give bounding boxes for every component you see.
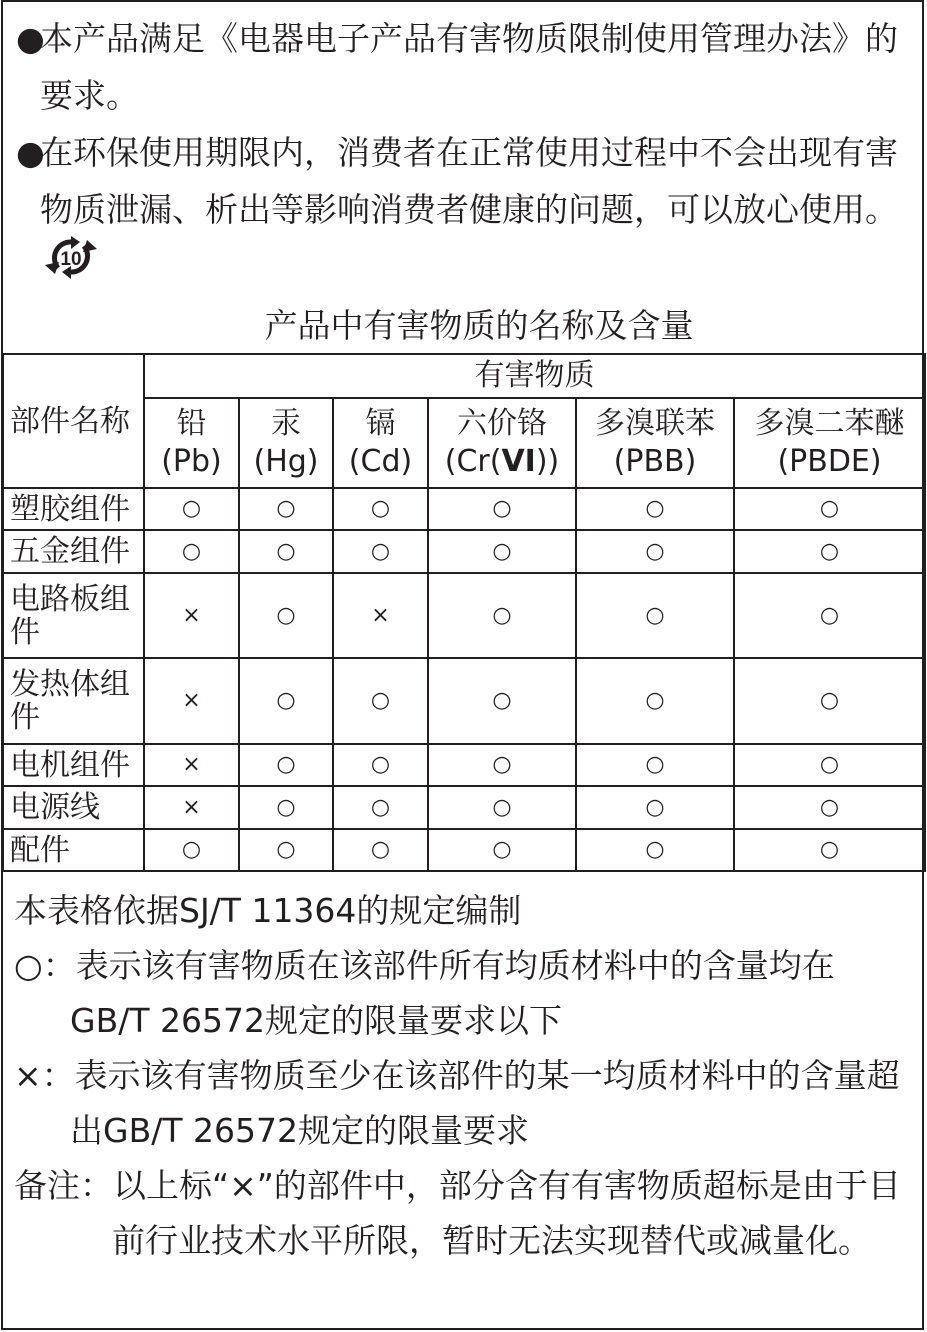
mark-cell: ○ [333, 530, 428, 573]
mark-cell: ○ [576, 829, 734, 871]
mark-cell: ○ [239, 530, 333, 573]
mark-cell: ○ [576, 573, 734, 658]
column-symbol: (Pb) [161, 444, 222, 479]
column-symbol: (Cd) [348, 444, 413, 479]
mark-cell: ○ [333, 744, 428, 786]
column-symbol: (Hg) [253, 444, 319, 479]
epup-recycle-arrows-icon [42, 234, 100, 280]
column-name: 多溴联苯 [595, 406, 715, 441]
mark-cell: ○ [239, 744, 333, 786]
intro-section [16, 10, 911, 301]
part-name: 五金组件 [3, 530, 144, 573]
note-cross-meaning: ×：表示该有害物质至少在该部件的某一均质材料中的含量超出GB/T 26572规定的限量要求 [14, 1056, 900, 1150]
intro-paragraph-2 [16, 124, 911, 301]
mark-cell: × [333, 573, 428, 658]
mark-cell: × [144, 573, 239, 658]
column-symbol: (PBB) [613, 444, 697, 479]
bullet-icon: ● [16, 19, 45, 58]
mark-cell: ○ [576, 488, 734, 530]
mark-cell: ○ [333, 488, 428, 530]
table-title: 产品中有害物质的名称及含量 [264, 306, 694, 345]
table-row [3, 573, 925, 658]
table-row [3, 829, 925, 871]
column-symbol: (PBDE) [777, 444, 882, 479]
column-symbol-valence: VI [501, 444, 536, 479]
column-header-hexavalent-chromium [428, 398, 576, 488]
column-name: 汞 [271, 406, 301, 441]
hazardous-substance-header: 有害物质 [144, 354, 925, 398]
mark-cell: ○ [576, 530, 734, 573]
bullet-icon: ● [16, 133, 45, 172]
mark-cell: ○ [428, 658, 576, 744]
column-header-pbb [576, 398, 734, 488]
column-name: 六价铬 [457, 406, 547, 441]
mark-cell: ○ [734, 573, 925, 658]
mark-cell: ○ [144, 530, 239, 573]
table-row [3, 530, 925, 573]
note-circle-meaning: ○：表示该有害物质在该部件所有均质材料中的含量均在GB/T 26572规定的限量要求以下 [14, 946, 835, 1040]
column-name: 镉 [365, 406, 396, 441]
mark-cell: ○ [576, 744, 734, 786]
mark-cell: × [144, 786, 239, 829]
mark-cell: ○ [734, 786, 925, 829]
mark-cell: ○ [428, 488, 576, 530]
mark-cell: ○ [428, 744, 576, 786]
mark-cell: ○ [239, 488, 333, 530]
mark-cell: ○ [428, 530, 576, 573]
mark-cell: ○ [333, 786, 428, 829]
note-basis: 本表格依据SJ/T 11364的规定编制 [14, 891, 522, 930]
column-symbol-prefix: (Cr( [444, 444, 502, 479]
mark-cell: ○ [239, 829, 333, 871]
mark-cell: ○ [333, 658, 428, 744]
mark-cell: ○ [144, 829, 239, 871]
mark-cell: ○ [428, 829, 576, 871]
column-header-pbde [734, 398, 925, 488]
mark-cell: × [144, 658, 239, 744]
mark-cell: ○ [239, 658, 333, 744]
notes-section [14, 883, 914, 1268]
table-header-row [3, 354, 925, 398]
mark-cell: ○ [428, 573, 576, 658]
column-header-cadmium [333, 398, 428, 488]
column-name: 铅 [176, 406, 207, 441]
epup-years: 10 [60, 249, 82, 270]
column-header-lead [144, 398, 239, 488]
mark-cell: ○ [239, 573, 333, 658]
mark-cell: ○ [576, 658, 734, 744]
mark-cell: ○ [734, 744, 925, 786]
part-name: 电路板组件 [3, 573, 144, 658]
mark-cell: ○ [734, 658, 925, 744]
mark-cell: ○ [734, 829, 925, 871]
column-name: 多溴二苯醚 [754, 406, 905, 441]
column-header-mercury [239, 398, 333, 488]
part-name: 电机组件 [3, 744, 144, 786]
part-name: 配件 [3, 829, 144, 871]
intro-paragraph-1 [16, 10, 911, 124]
mark-cell: ○ [239, 786, 333, 829]
intro-paragraph-2-text: 在环保使用期限内，消费者在正常使用过程中不会出现有害物质泄漏、析出等影响消费者健康的问题，可以放心使用。 [40, 133, 898, 229]
table-row [3, 786, 925, 829]
part-name: 发热体组件 [3, 658, 144, 744]
hazardous-substance-table [2, 353, 926, 872]
table-row [3, 488, 925, 530]
mark-cell: ○ [428, 786, 576, 829]
table-row [3, 658, 925, 744]
part-name: 塑胶组件 [3, 488, 144, 530]
intro-paragraph-1-text: 本产品满足《电器电子产品有害物质限制使用管理办法》的要求。 [40, 19, 898, 115]
note-remark: 备注：以上标“×”的部件中，部分含有有害物质超标是由于目前行业技术水平所限，暂时无法实现替代或减量化。 [14, 1166, 901, 1260]
table-row [3, 744, 925, 786]
mark-cell: ○ [576, 786, 734, 829]
column-symbol-suffix: )) [535, 444, 560, 479]
mark-cell: ○ [734, 488, 925, 530]
mark-cell: × [144, 744, 239, 786]
mark-cell: ○ [734, 530, 925, 573]
epup-logo [42, 234, 100, 297]
part-name: 电源线 [3, 786, 144, 829]
mark-cell: ○ [333, 829, 428, 871]
part-name-header: 部件名称 [3, 354, 144, 488]
mark-cell: ○ [144, 488, 239, 530]
